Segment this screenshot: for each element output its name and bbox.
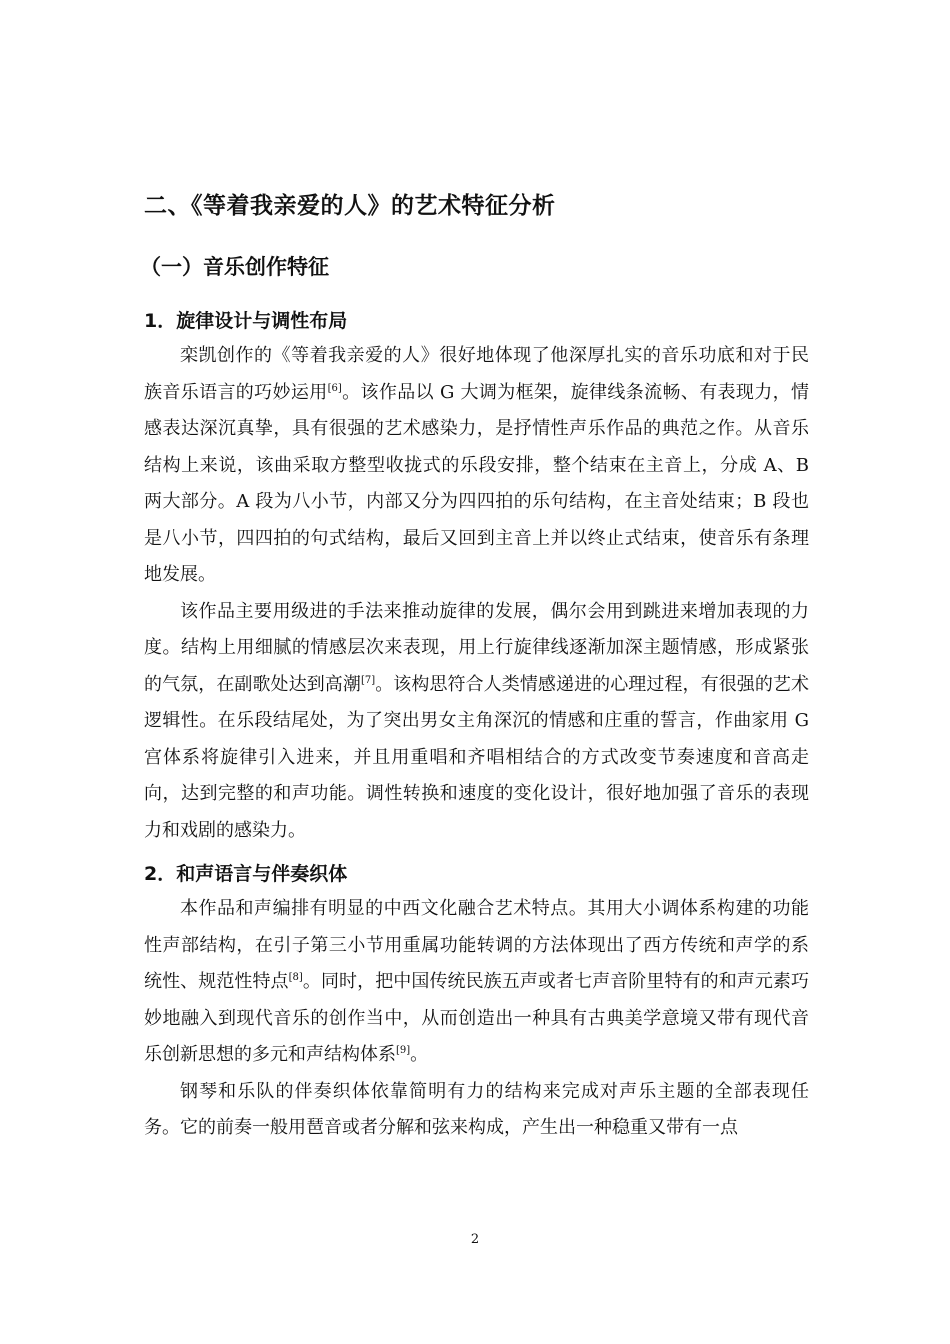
body-paragraph bbox=[144, 891, 809, 1074]
body-paragraph bbox=[144, 338, 809, 594]
body-paragraph bbox=[144, 594, 809, 850]
citation-ref: [9] bbox=[396, 1045, 411, 1056]
section-heading: 二、《等着我亲爱的人》的艺术特征分析 bbox=[144, 193, 556, 219]
body-paragraph bbox=[144, 1074, 809, 1147]
citation-ref: [8] bbox=[288, 972, 303, 983]
citation-ref: [7] bbox=[360, 674, 376, 686]
paragraph-text: 。 bbox=[410, 1044, 429, 1065]
paragraph-text: 该作品主要用级进的手法来推动旋律的发展，偶尔会用到跳进来增加表现的力度。结构上用细腻的情感层次来表现，用上行旋律线逐渐加深主题情感，形成紧张的气氛，在副歌处达到高潮 bbox=[144, 600, 809, 695]
paragraph-text: 。该作品以 G 大调为框架，旋律线条流畅、有表现力，情感表达深沉真挚，具有很强的艺术感染力，是抒情性声乐作品的典范之作。从音乐结构上来说，该曲采取方整型收拢式的乐段安排，整个结束在主音上，分成 A、B 两大部分。A 段为八小节，内部又分为四四拍的乐句结构，在主音处结束；B 段也是八小节，四四拍的句式结构，最后又回到主音上并以终止式结束，使音乐有条理地发展。 bbox=[144, 381, 810, 585]
paragraph-text: 。同时，把中国传统民族五声或者七声音阶里特有的和声元素巧妙地融入到现代音乐的创作当中，从而创造出一种具有古典美学意境又带有现代音乐创新思想的多元和声结构体系 bbox=[144, 971, 810, 1065]
page-number: 2 bbox=[470, 1232, 480, 1247]
subsection-heading: （一）音乐创作特征 bbox=[140, 255, 329, 279]
paragraph-text: 栾凯创作的《等着我亲爱的人》很好地体现了他深厚扎实的音乐功底和对于民族音乐语言的巧妙运用 bbox=[144, 345, 809, 403]
paragraph-text: 。该构思符合人类情感递进的心理过程，有很强的艺术逻辑性。在乐段结尾处，为了突出男女主角深沉的情感和庄重的誓言，作曲家用 G 宫体系将旋律引入进来，并且用重唱和齐唱相结合的方式改变节奏速度和音高走向，达到完整的和声功能。调性转换和速度的变化设计，很好地加强了音乐的表现力和戏剧的感染力。 bbox=[144, 673, 810, 841]
paragraph-text: 钢琴和乐队的伴奏织体依靠简明有力的结构来完成对声乐主题的全部表现任务。它的前奏一般用琶音或者分解和弦来构成，产生出一种稳重又带有一点 bbox=[144, 1080, 809, 1138]
point-heading-melody: 1．旋律设计与调性布局 bbox=[144, 310, 348, 332]
page-content bbox=[140, 186, 810, 1147]
paragraph-text: 本作品和声编排有明显的中西文化融合艺术特点。其用大小调体系构建的功能性声部结构，在引子第三小节用重属功能转调的方法体现出了西方传统和声学的系统性、规范性特点 bbox=[144, 898, 809, 992]
point-heading-harmony: 2．和声语言与伴奏织体 bbox=[144, 863, 348, 885]
citation-ref: [6] bbox=[327, 382, 342, 394]
